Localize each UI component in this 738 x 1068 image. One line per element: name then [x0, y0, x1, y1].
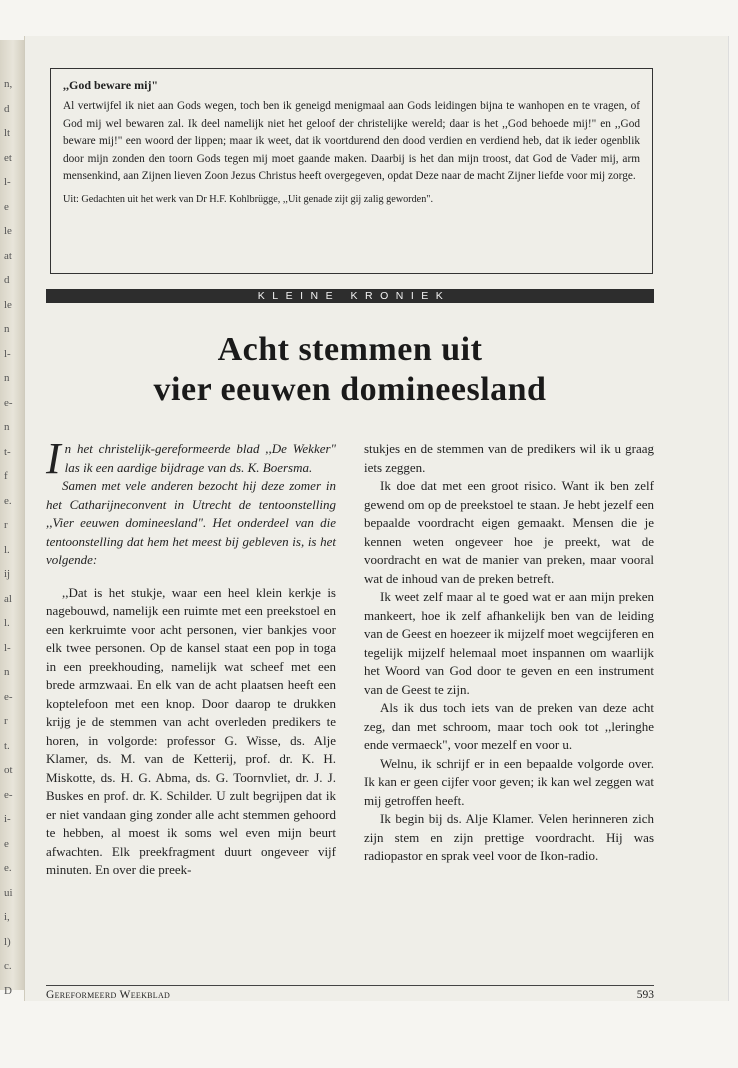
article-paragraph-3: Ik doe dat met een groot risico. Want ik ben zelf gewend om op de preekstoel te staan. Je hebt jezelf een bepaalde voordracht eigen gemaakt. Mensen die je kennen weten ongeveer hoe je preekt, wat de voordracht en wat de manier van preken, maar vooral wat de inhoud van de preken betreft.	[364, 478, 654, 586]
binding-fragment: D	[4, 984, 12, 997]
binding-fragment: l)	[4, 935, 11, 948]
article-paragraph-1: ,,Dat is het stukje, waar een heel klein kerkje is nagebouwd, namelijk een ruimte met een preekstoel en een kerkruimte voor acht personen, vier bankjes voor elk twee personen. Op de kansel staat een pop in toga in een preekhouding, namelijk wat scheef met een brede armzwaai. En elk van de acht plaatsen heeft een koptelefoon met een knop. Door daarop te drukken krijg je de stemmen van acht overleden predikers te horen, in volgorde: professor G. Wisse, ds. Alje Klamer, ds. M. van de Ketterij, prof. dr. K. H. Miskotte, ds. H. G. Abma, ds. G. Toornvliet, dr. J. J. Buskes en prof. dr. K. Schilder. U zult begrijpen dat ik er niet vandaan ging zonder alle acht stemmen gehoord te hebben, al moest ik soms wel even mijn beurt afwachten. Elk preekfragment duurt ongeveer vijf minuten. En over die preek-	[46, 584, 336, 877]
binding-fragment: e-	[4, 788, 13, 801]
section-bar: KLEINE KRONIEK	[46, 289, 654, 303]
article-column-left	[46, 434, 336, 880]
binding-fragment: al	[4, 592, 12, 605]
binding-fragment: l-	[4, 176, 11, 188]
binding-fragment: e-	[4, 690, 13, 703]
binding-fragment: n	[4, 421, 10, 433]
binding-fragment: l-	[4, 347, 11, 360]
binding-fragment: e-	[4, 396, 13, 409]
binding-fragment: le	[4, 225, 12, 237]
binding-fragment: t.	[4, 739, 10, 752]
binding-fragment: n	[4, 323, 10, 335]
article-paragraph-6: Welnu, ik schrijf er in een bepaalde volgorde over. Ik kan er geen cijfer voor geven; ik kan wel zeggen wat mij getroffen heeft.	[364, 755, 654, 808]
binding-fragment: r	[4, 715, 8, 727]
intro-paragraph-2: Samen met vele anderen bezocht hij deze zomer in het Catharijneconvent in Utrecht de tentoonstelling ,,Vier eeuwen domineesland". Het onderdeel van die tentoonstelling dat hem het meest bij gebleven is, is het volgende:	[46, 478, 336, 567]
binding-fragment: d	[4, 102, 10, 115]
headline-line-2: vier eeuwen domineesland	[153, 371, 547, 408]
article-paragraph-7: Ik begin bij ds. Alje Klamer. Velen herinneren zich zijn stem en zijn prettige voordracht. Hij was radiopastor en sprak veel voor de Ikon-radio.	[364, 811, 654, 863]
binding-fragment: ot	[4, 764, 13, 776]
binding-edge	[0, 40, 26, 997]
binding-fragment: t-	[4, 445, 11, 458]
quote-box	[50, 68, 653, 274]
binding-fragment: n,	[4, 78, 13, 90]
drop-cap: I	[46, 434, 61, 483]
binding-fragment: n	[4, 666, 10, 678]
binding-fragment: d	[4, 274, 10, 286]
binding-fragment: i,	[4, 911, 10, 923]
footer-page-number: 593	[636, 989, 654, 1001]
footer-publication: Gereformeerd Weekblad	[46, 989, 171, 1001]
binding-fragment: i-	[4, 813, 11, 825]
binding-fragment: n	[4, 372, 10, 384]
footer-rule	[46, 985, 654, 986]
intro-paragraph-1	[46, 434, 336, 483]
article-paragraph-4: Ik weet zelf maar al te goed wat er aan mijn preken mankeert, hoe ik zelf afhankelijk ben van de leiding van de Geest en hoezeer ik mijzelf moet wegcijferen en tegelijk mijzelf helemaal moet inspannen om waarlijk het Woord van God door te geven en een instrument van de Geest te zijn.	[364, 589, 654, 697]
binding-fragment: e.	[4, 862, 12, 874]
binding-fragment: l.	[4, 617, 10, 629]
binding-fragment: l-	[4, 641, 11, 654]
binding-fragment: r	[4, 519, 8, 531]
binding-fragment: f	[4, 470, 8, 482]
binding-fragment: l.	[4, 543, 10, 556]
article-paragraph-2: stukjes en de stemmen van de predikers wil ik u graag iets zeggen.	[364, 441, 654, 475]
article-paragraph-5: Als ik dus toch iets van de preken van deze acht zeg, dan met schroom, maar toch ook tot ,,leringhe ende vermaeck", voor mezelf en voor u.	[364, 700, 654, 752]
binding-fragment: e.	[4, 494, 12, 507]
binding-fragment: e	[4, 200, 9, 213]
binding-fragment: e	[4, 837, 9, 850]
quote-title: ,,God beware mij"	[63, 78, 159, 92]
binding-fragment: c.	[4, 960, 12, 972]
binding-fragment: le	[4, 298, 12, 311]
binding-fragment: ui	[4, 886, 13, 899]
headline	[46, 330, 654, 410]
article-column-right	[364, 440, 654, 866]
binding-fragment: et	[4, 151, 12, 164]
headline-line-1: Acht stemmen uit	[217, 331, 483, 368]
binding-fragment: ij	[4, 568, 11, 580]
quote-source: Uit: Gedachten uit het werk van Dr H.F. Kohlbrügge, ,,Uit genade zijt gij zalig geworden".	[63, 194, 433, 206]
quote-body: Al vertwijfel ik niet aan Gods wegen, toch ben ik geneigd menigmaal aan Gods leidingen bijna te wanhopen en te vragen, of God mij wel bewaren zal. Ik deel namelijk niet het geloof der christelijke wereld; daar is het ,,God behoede mij!" en ,,God beware mij!" een woord der lippen; maar ik weet, dat ik voortdurend den dood verdien en verdiend heb, dat ik ieder ogenblik door mijn zonden den toorn Gods tegen mij moet gaande maken. Daarbij is het dan mijn troost, dat God de Vader mij, arm mensenkind, aan Zijnen lieven Zoon Jezus Christus heeft overgegeven, opdat Deze naar de macht Zijner liefde voor mij zorge.	[63, 100, 640, 183]
binding-fragment: lt	[4, 127, 11, 139]
intro-text-1: n het christelijk-gereformeerde blad ,,De Wekker" las ik een aardige bijdrage van ds. K. Boersma.	[64, 441, 336, 475]
binding-fragment: at	[4, 249, 12, 262]
